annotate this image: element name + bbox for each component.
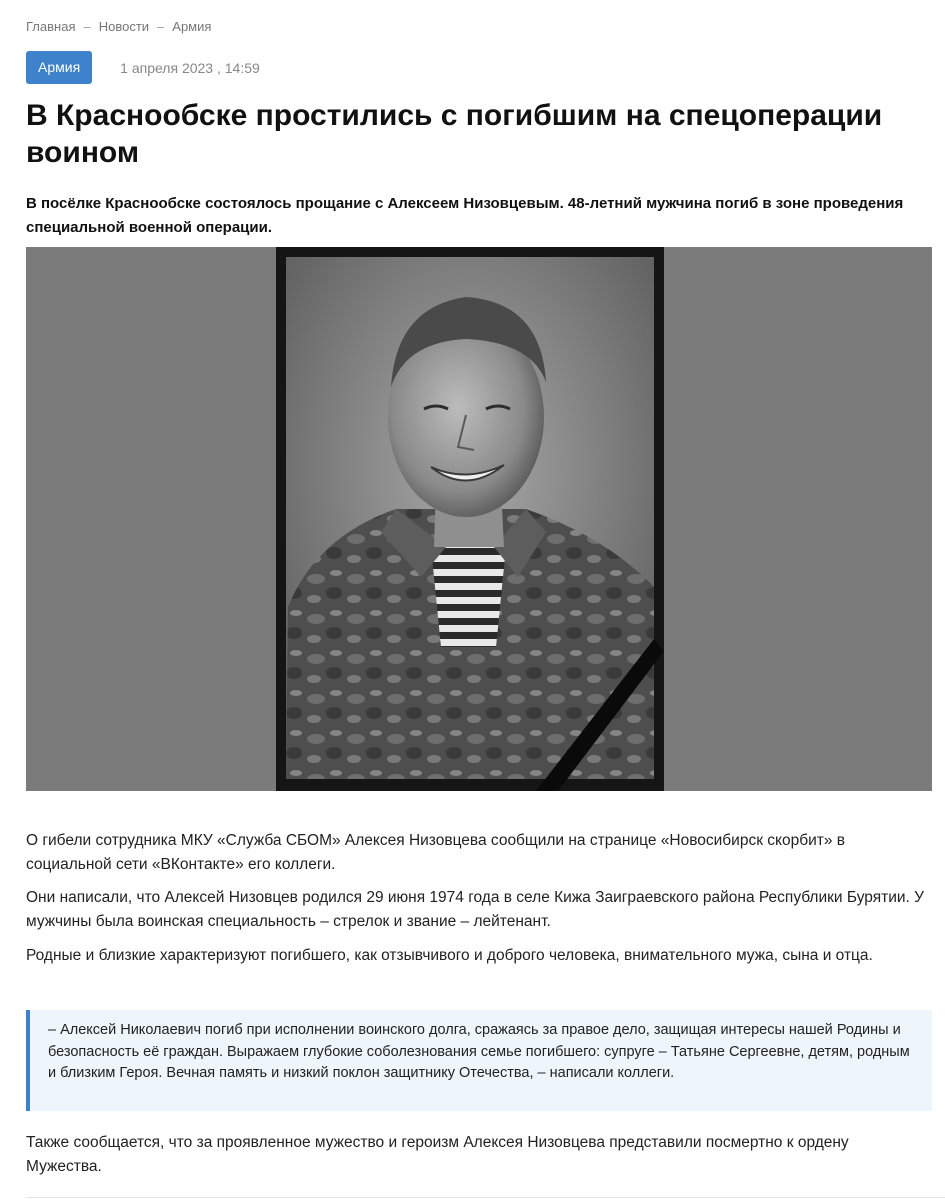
breadcrumb-separator: – <box>83 19 91 34</box>
breadcrumb <box>26 19 211 34</box>
quote-text: – Алексей Николаевич погиб при исполнении воинского долга, сражаясь за правое дело, защищая интересы нашей Родины и безопасность её граждан. Выражаем глубокие соболезнования семье погибшего: супруге – Татьяне Сергеевне, детям, родным и близким Героя. Вечная память и низкий поклон защитнику Отечества, – написали коллеги. <box>48 1022 910 1081</box>
breadcrumb-separator: – <box>157 19 165 34</box>
article-paragraph: О гибели сотрудника МКУ «Служба СБОМ» Алексея Низовцева сообщили на странице «Новосибирск скорбит» в социальной сети «ВКонтакте» его коллеги. <box>26 832 846 873</box>
breadcrumb-home-link[interactable]: Главная <box>26 19 76 34</box>
breadcrumb-army-link[interactable]: Армия <box>172 19 212 34</box>
article-meta <box>26 51 260 84</box>
breadcrumb-news-link[interactable]: Новости <box>98 19 150 34</box>
article-title: В Краснообске простились с погибшим на спецоперации воином <box>26 99 883 169</box>
memorial-portrait-image <box>26 247 932 791</box>
article-photo <box>26 247 932 791</box>
article-lead: В посёлке Краснообске состоялось прощание с Алексеем Низовцевым. 48-летний мужчина погиб в зоне проведения специальной военной операции. <box>26 195 904 236</box>
article-paragraph: Родные и близкие характеризуют погибшего, как отзывчивого и доброго человека, внимательного мужа, сына и отца. <box>26 947 873 964</box>
article-quote <box>26 1010 932 1111</box>
divider <box>26 1197 945 1198</box>
article-paragraph: Также сообщается, что за проявленное мужество и героизм Алексея Низовцева представили посмертно к ордену Мужества. <box>26 1134 849 1175</box>
article-paragraph: Они написали, что Алексей Низовцев родился 29 июня 1974 года в селе Кижа Заиграевского района Республики Бурятии. У мужчины была воинская специальность – стрелок и звание – лейтенант. <box>26 889 924 930</box>
category-badge[interactable]: Армия <box>26 51 92 84</box>
publication-date: 1 апреля 2023 , 14:59 <box>120 59 260 76</box>
